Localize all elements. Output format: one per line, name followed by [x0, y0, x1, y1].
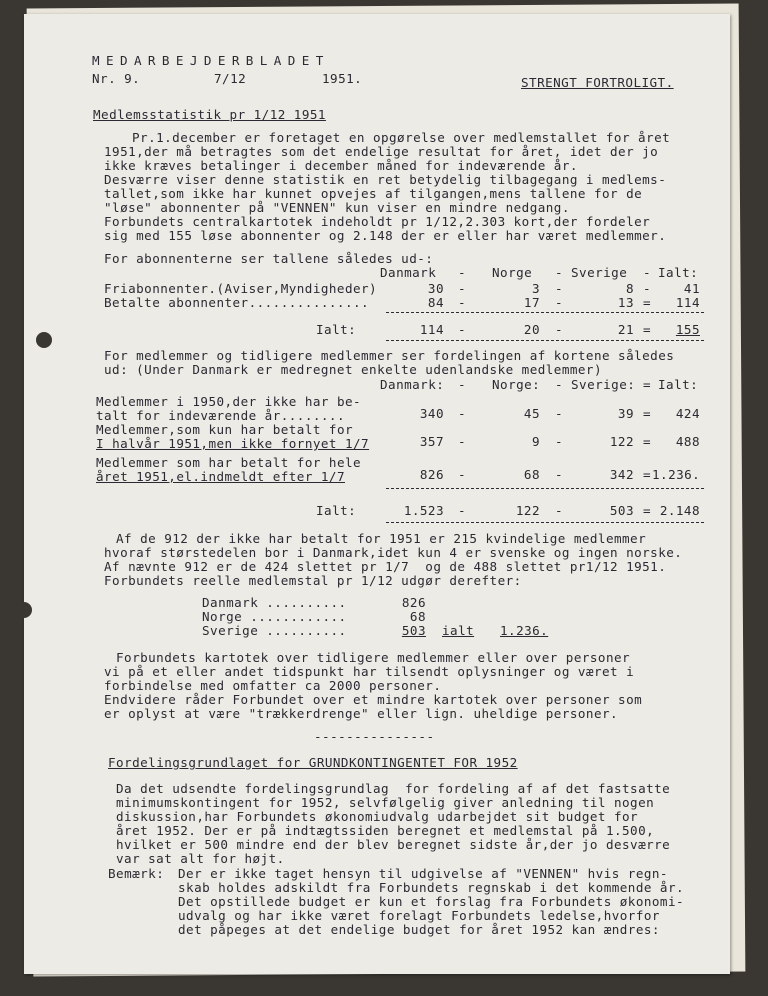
section-heading-kontingent: Fordelingsgrundlaget for GRUNDKONTINGENTET FOR 1952 — [108, 755, 518, 770]
issue-date: 7/12 — [214, 71, 247, 86]
remark-line: udvalg og har ikke været forelagt Forbundets ledelse,hvorfor — [178, 908, 660, 923]
breakdown-value: 68 — [409, 609, 426, 624]
column-separator: - — [555, 265, 564, 280]
total-value: 503 — [609, 503, 634, 518]
table-rule — [386, 340, 704, 341]
section-separator: --------------- — [314, 729, 435, 744]
row-label: talt for indeværende år........ — [96, 408, 345, 423]
cell-value: 30 — [427, 281, 444, 296]
column-separator: - — [643, 265, 652, 280]
column-separator: - — [458, 377, 467, 392]
column-separator: - — [555, 434, 564, 449]
column-separator: - — [458, 503, 467, 518]
column-separator: - — [458, 434, 467, 449]
paragraph-line: diskussion,har Forbundets økonomiudvalg udarbejdet sit budget for — [116, 809, 639, 824]
column-header-norge: Norge — [492, 265, 533, 280]
remark-label: Bemærk: — [108, 866, 165, 881]
paragraph-line: sig med 155 løse abonnenter og 2.148 der er eller har været medlemmer. — [104, 228, 667, 243]
paragraph-line: er oplyst at være "trækkerdrenge" eller lign. uheldige personer. — [104, 706, 619, 721]
column-separator: = — [643, 322, 652, 337]
cell-value: 826 — [419, 467, 444, 482]
cell-value: 114 — [675, 295, 700, 310]
issue-year: 1951. — [322, 71, 363, 86]
column-header-ialt: Ialt: — [658, 265, 699, 280]
punch-hole — [36, 332, 52, 348]
table-intro: For abonnenterne ser tallene således ud-: — [104, 251, 434, 266]
column-separator: = — [643, 295, 652, 310]
column-header-norge: Norge: — [492, 377, 541, 392]
row-label: Betalte abonnenter............... — [104, 295, 370, 310]
total-value: 114 — [419, 322, 444, 337]
paragraph-line: hvilket er 500 mindre end der blev beregnet sidste år,der jo desværre — [116, 837, 671, 852]
row-label: året 1951,el.indmeldt efter 1/7 — [96, 469, 345, 484]
column-separator: - — [458, 322, 467, 337]
column-separator: = — [643, 503, 652, 518]
total-value: 21 — [617, 322, 634, 337]
cell-value: 342 — [609, 467, 634, 482]
row-label: I halvår 1951,men ikke fornyet 1/7 — [96, 436, 370, 451]
remark-line: Der er ikke taget hensyn til udgivelse af "VENNEN" hvis regn- — [178, 866, 668, 881]
breakdown-total-label: ialt — [442, 623, 475, 638]
paragraph-line: året 1952. Der er på indtægtssiden beregnet et medlemstal på 1.500, — [116, 823, 655, 838]
cell-value: 39 — [617, 406, 634, 421]
column-header-danmark: Danmark: — [380, 377, 445, 392]
remark-line: Det opstillede budget er kun et forslag fra Forbundets økonomi- — [178, 894, 685, 909]
cell-value: 8 — [625, 281, 634, 296]
paragraph-line: Forbundets kartotek over tidligere medlemmer eller over personer — [116, 650, 631, 665]
cell-value: 122 — [609, 434, 634, 449]
table-intro-line: ud: (Under Danmark er medregnet enkelte udenlandske medlemmer) — [104, 362, 602, 377]
paragraph-line: ikke kræves betalinger i december måned for indeværende år. — [104, 158, 578, 173]
paragraph-line: hvoraf størstedelen bor i Danmark,idet kun 4 er svenske og ingen norske. — [104, 545, 683, 560]
column-separator: = — [643, 467, 652, 482]
column-separator: - — [555, 281, 564, 296]
column-header-sverige: Sverige — [571, 265, 628, 280]
paragraph-line: Da det udsendte fordelingsgrundlag for fordeling af af det fastsatte — [116, 781, 671, 796]
column-header-sverige: Sverige: — [571, 377, 636, 392]
column-separator: - — [458, 281, 467, 296]
total-value: 1.523 — [403, 503, 444, 518]
paragraph-line: minimumskontingent for 1952, selvfølgelig giver anledning til nogen — [116, 795, 655, 810]
typewritten-page — [24, 14, 730, 974]
column-separator: - — [555, 406, 564, 421]
total-value: 20 — [523, 322, 540, 337]
row-label: Friabonnenter.(Aviser,Myndigheder) — [104, 281, 378, 296]
table-rule — [386, 488, 704, 489]
column-separator: - — [555, 467, 564, 482]
column-separator: - — [555, 322, 564, 337]
table-rule — [386, 312, 704, 313]
paragraph-line: Endvidere råder Forbundet over et mindre kartotek over personer som — [104, 692, 643, 707]
column-separator: - — [458, 406, 467, 421]
cell-value: 84 — [427, 295, 444, 310]
cell-value: 1.236. — [652, 467, 701, 482]
column-separator: - — [555, 503, 564, 518]
column-separator: = — [643, 434, 652, 449]
cell-value: 13 — [617, 295, 634, 310]
section-heading-statistics: Medlemsstatistik pr 1/12 1951 — [93, 107, 326, 122]
total-value: 155 — [675, 322, 700, 337]
paragraph-line: Af de 912 der ikke har betalt for 1951 er 215 kvindelige medlemmer — [116, 531, 647, 546]
cell-value: 488 — [675, 434, 700, 449]
paragraph-line: Desværre viser denne statistik en ret betydelig tilbagegang i medlems- — [104, 172, 667, 187]
breakdown-label: Norge ............ — [202, 609, 347, 624]
breakdown-value: 503 — [401, 623, 426, 638]
total-value: 2.148 — [659, 503, 700, 518]
remark-line: skab holdes adskildt fra Forbundets regnskab i det kommende år. — [178, 880, 685, 895]
cell-value: 45 — [523, 406, 540, 421]
column-separator: - — [458, 295, 467, 310]
column-separator: - — [643, 281, 652, 296]
breakdown-value: 826 — [401, 595, 426, 610]
masthead: MEDARBEJDERBLADET — [92, 53, 330, 68]
total-label: Ialt: — [316, 322, 357, 337]
issue-number: Nr. 9. — [92, 71, 141, 86]
column-separator: = — [643, 377, 652, 392]
column-separator: - — [458, 467, 467, 482]
classification-stamp: STRENGT FORTROLIGT. — [521, 75, 674, 90]
table-rule — [386, 522, 704, 523]
breakdown-total-value: 1.236. — [500, 623, 549, 638]
column-separator: - — [555, 377, 564, 392]
paragraph-line: 1951,der må betragtes som det endelige resultat for året, idet der jo — [104, 144, 659, 159]
paragraph-line: tallet,som ikke har kunnet opvejes af tilgangen,mens tallene for de — [104, 186, 643, 201]
paragraph-line: Pr.1.december er foretaget en opgørelse over medlemstallet for året — [132, 130, 671, 145]
total-value: 122 — [515, 503, 540, 518]
cell-value: 357 — [419, 434, 444, 449]
cell-value: 424 — [675, 406, 700, 421]
cell-value: 17 — [523, 295, 540, 310]
breakdown-label: Danmark .......... — [202, 595, 347, 610]
paragraph-line: var sat alt for højt. — [116, 851, 285, 866]
row-label: Medlemmer i 1950,der ikke har be- — [96, 394, 362, 409]
total-label: Ialt: — [316, 503, 357, 518]
paragraph-line: Af nævnte 912 er de 424 slettet pr 1/7 og de 488 slettet pr1/12 1951. — [104, 559, 667, 574]
row-label: Medlemmer,som kun har betalt for — [96, 422, 354, 437]
column-header-ialt: Ialt: — [658, 377, 699, 392]
cell-value: 3 — [531, 281, 540, 296]
column-header-danmark: Danmark — [380, 265, 437, 280]
paragraph-line: "løse" abonnenter på "VENNEN" kun viser en mindre nedgang. — [104, 200, 570, 215]
row-label: Medlemmer som har betalt for hele — [96, 455, 362, 470]
cell-value: 41 — [683, 281, 700, 296]
column-separator: - — [555, 295, 564, 310]
breakdown-label: Sverige .......... — [202, 623, 347, 638]
cell-value: 9 — [531, 434, 540, 449]
remark-line: det påpeges at det endelige budget for året 1952 kan ændres: — [178, 922, 660, 937]
paragraph-line: vi på et eller andet tidspunkt har tilsendt oplysninger og været i — [104, 664, 635, 679]
paragraph-line: Forbundets reelle medlemstal pr 1/12 udgør derefter: — [104, 573, 522, 588]
paragraph-line: Forbundets centralkartotek indeholdt pr 1/12,2.303 kort,der fordeler — [104, 214, 651, 229]
paragraph-line: forbindelse med omfatter ca 2000 personer. — [104, 678, 442, 693]
cell-value: 340 — [419, 406, 444, 421]
column-separator: - — [458, 265, 467, 280]
punch-hole — [16, 602, 32, 618]
table-intro-line: For medlemmer og tidligere medlemmer ser fordelingen af kortene således — [104, 348, 675, 363]
column-separator: = — [643, 406, 652, 421]
cell-value: 68 — [523, 467, 540, 482]
